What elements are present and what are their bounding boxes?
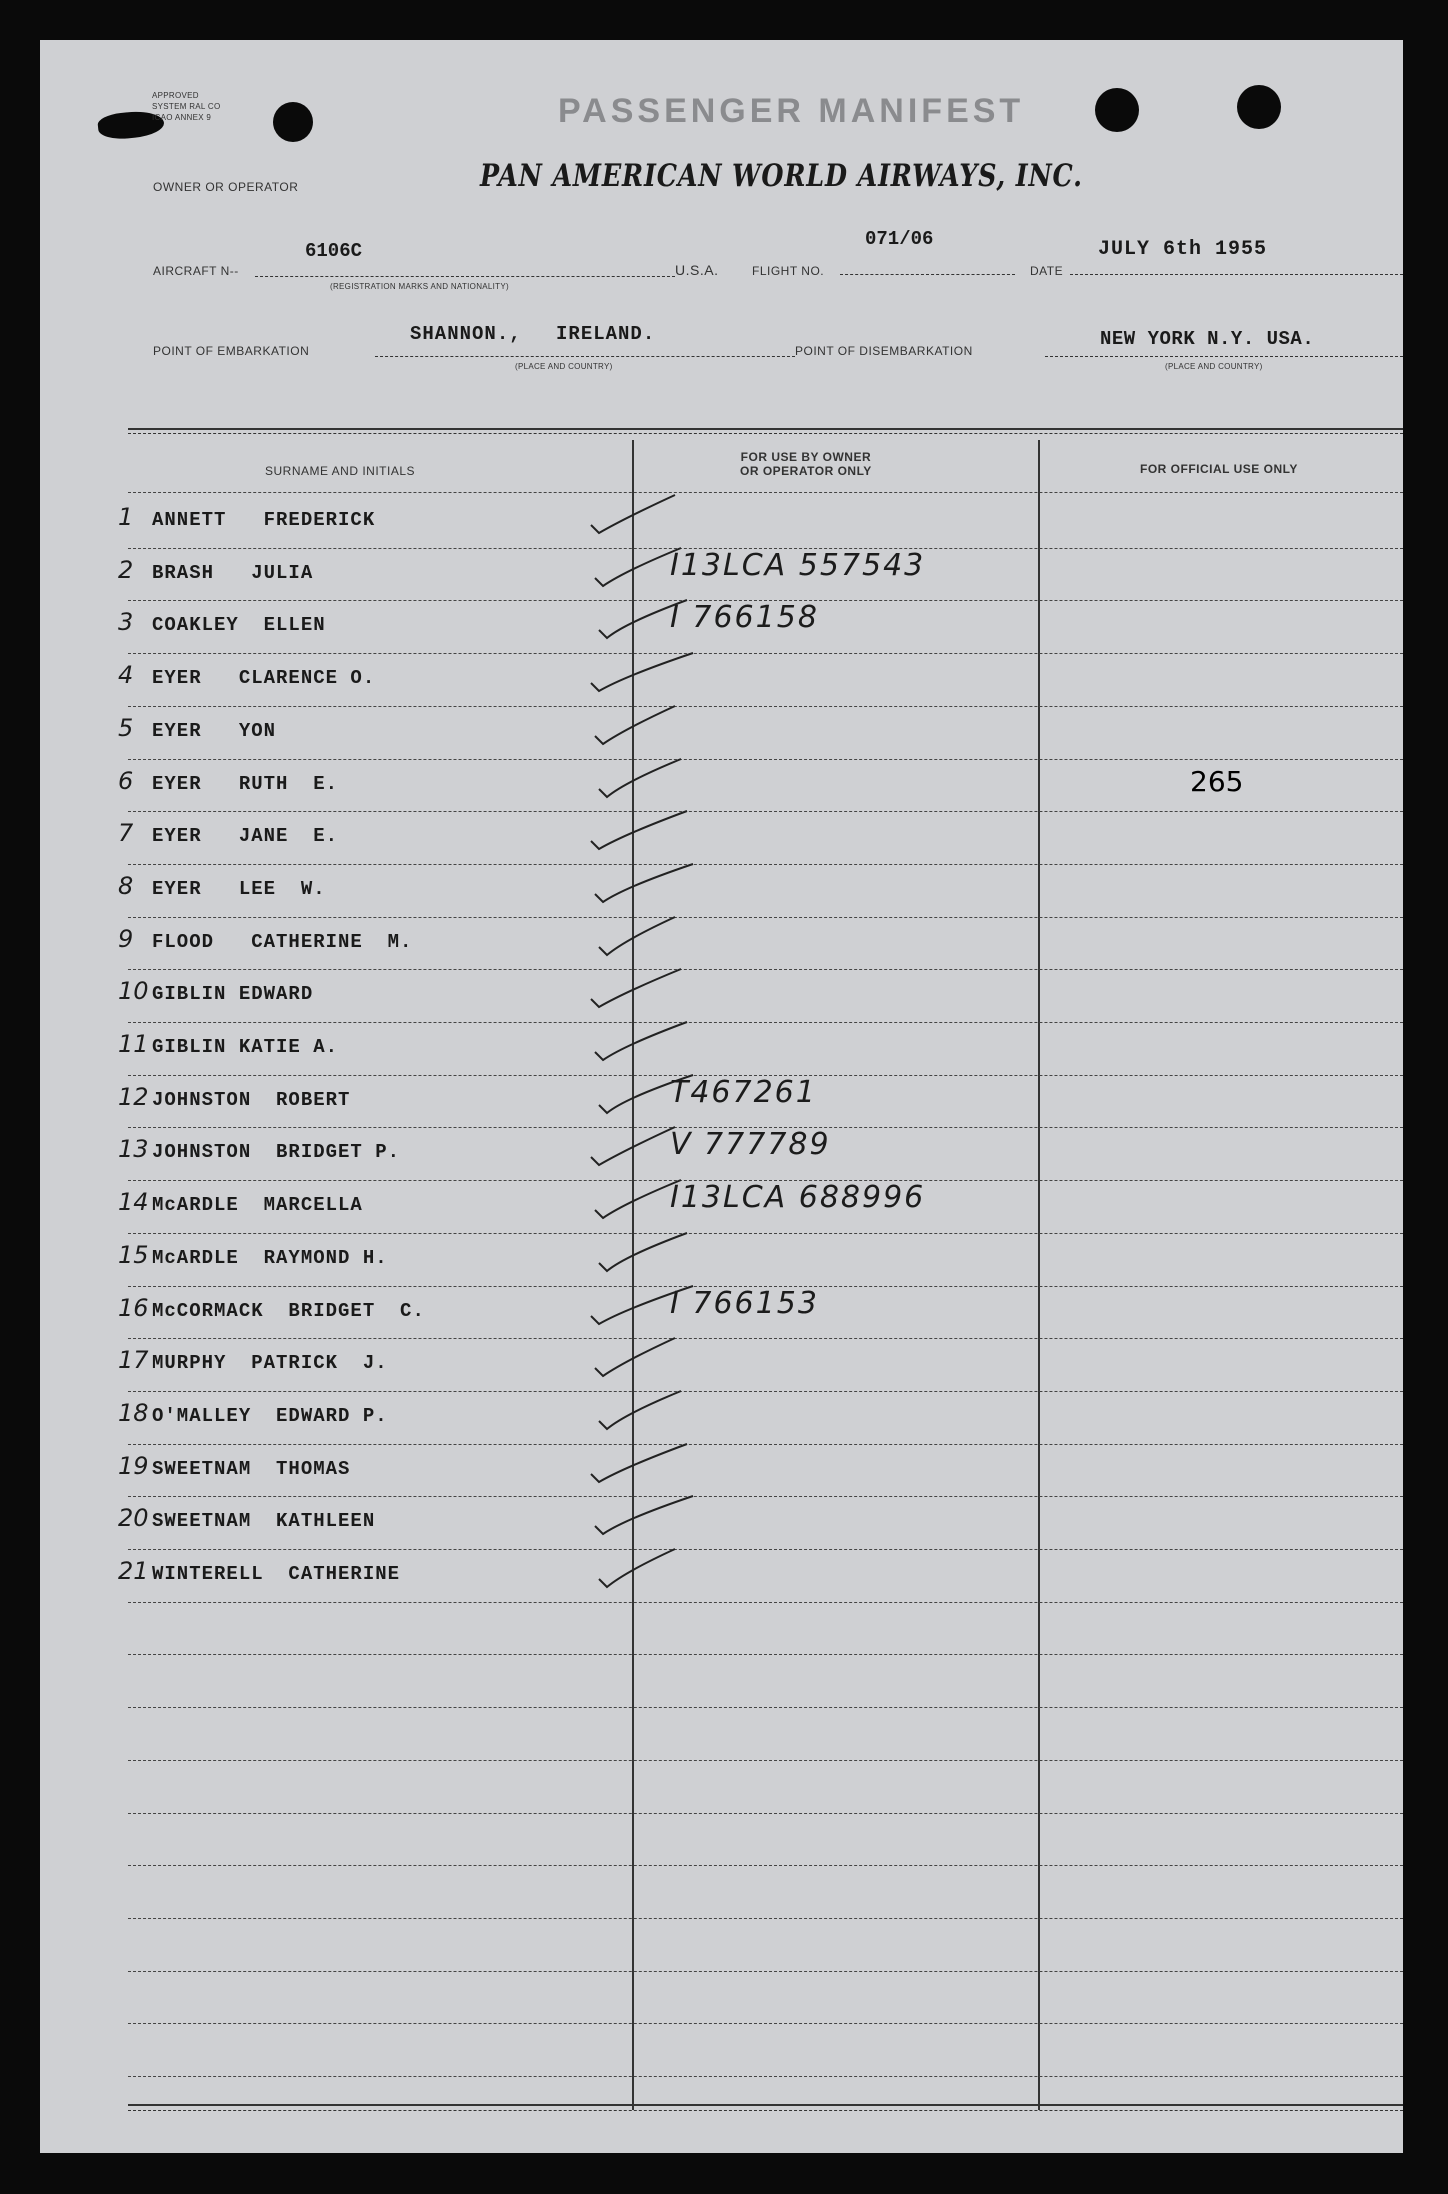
official-column-header: FOR OFFICIAL USE ONLY <box>1140 462 1298 476</box>
date-value: JULY 6th 1955 <box>1098 238 1268 261</box>
passport-number: I13LCA 688996 <box>670 1180 926 1216</box>
date-label: DATE <box>1030 264 1064 278</box>
flight-label: FLIGHT NO. <box>752 264 825 278</box>
page-title: PASSENGER MANIFEST <box>558 92 1025 130</box>
passenger-name: WINTERELL CATHERINE <box>152 1563 401 1585</box>
row-number: 19 <box>118 1451 149 1480</box>
passenger-name: JOHNSTON ROBERT <box>152 1088 351 1111</box>
passenger-name: SWEETNAM KATHLEEN <box>152 1510 376 1533</box>
passenger-name: GIBLIN EDWARD <box>152 983 314 1006</box>
row-number: 1 <box>118 503 134 531</box>
passenger-name: EYER CLARENCE O. <box>152 667 376 690</box>
passenger-name: JOHNSTON BRIDGET P. <box>152 1141 401 1164</box>
passport-number: I 766153 <box>670 1285 819 1321</box>
row-number: 13 <box>118 1135 149 1164</box>
passenger-name: McARDLE MARCELLA <box>152 1194 363 1217</box>
approval-stamp: APPROVED SYSTEM RAL CO ICAO ANNEX 9 <box>152 91 221 122</box>
ruled-line <box>128 1813 1403 1814</box>
row-number: 21 <box>118 1557 149 1585</box>
passenger-name: SWEETNAM THOMAS <box>152 1457 351 1480</box>
check-mark-icon <box>585 1527 725 1597</box>
passenger-name: FLOOD CATHERINE M. <box>152 930 413 953</box>
aircraft-value: 6106C <box>305 240 363 262</box>
ruled-line <box>128 1654 1403 1655</box>
date-underline <box>1070 274 1403 275</box>
row-number: 15 <box>118 1240 149 1269</box>
ruled-line <box>128 1971 1403 1972</box>
official-note: 265 <box>1190 764 1244 798</box>
row-number: 12 <box>118 1082 149 1111</box>
punch-hole <box>1237 85 1281 129</box>
passport-number: I13LCA 557543 <box>670 547 926 583</box>
country-label: U.S.A. <box>675 262 719 278</box>
passenger-name: McCORMACK BRIDGET C. <box>152 1299 425 1322</box>
row-number: 16 <box>118 1293 149 1322</box>
header-rule <box>128 428 1403 430</box>
row-number: 6 <box>118 766 134 795</box>
row-number: 18 <box>118 1398 149 1427</box>
table-row <box>40 1549 1403 1602</box>
row-number: 17 <box>118 1346 149 1375</box>
ruled-line <box>128 2023 1403 2024</box>
row-number: 5 <box>118 713 134 742</box>
manifest-sheet <box>40 40 1403 2153</box>
row-number: 10 <box>118 977 149 1006</box>
passenger-name: MURPHY PATRICK J. <box>152 1352 388 1375</box>
disembarkation-caption: (PLACE AND COUNTRY) <box>1165 362 1263 371</box>
row-number: 8 <box>118 871 134 900</box>
ruled-line <box>128 1918 1403 1919</box>
passenger-name: O'MALLEY EDWARD P. <box>152 1404 388 1427</box>
row-number: 14 <box>118 1188 149 1217</box>
flight-value: 071/06 <box>865 228 934 250</box>
ruled-line <box>128 1707 1403 1708</box>
footer-rule <box>128 2110 1403 2111</box>
disembarkation-label: POINT OF DISEMBARKATION <box>795 344 973 358</box>
embarkation-underline <box>375 356 795 357</box>
ruled-line <box>128 1760 1403 1761</box>
embarkation-caption: (PLACE AND COUNTRY) <box>515 362 613 371</box>
passport-number: I 766158 <box>670 600 819 636</box>
passenger-name: McARDLE RAYMOND H. <box>152 1246 388 1269</box>
row-number: 20 <box>118 1504 149 1533</box>
row-number: 2 <box>118 555 134 584</box>
passenger-name: EYER YON <box>152 719 277 742</box>
passenger-name: GIBLIN KATIE A. <box>152 1036 339 1058</box>
punch-hole <box>1095 88 1139 132</box>
row-number: 11 <box>118 1030 149 1058</box>
surname-column-header: SURNAME AND INITIALS <box>265 464 416 478</box>
passenger-name: COAKLEY ELLEN <box>152 614 326 637</box>
disembarkation-value: NEW YORK N.Y. USA. <box>1100 328 1315 350</box>
aircraft-caption: (REGISTRATION MARKS AND NATIONALITY) <box>330 282 509 291</box>
ruled-line <box>128 1865 1403 1866</box>
punch-hole <box>273 102 313 142</box>
passenger-name: EYER RUTH E. <box>152 772 339 795</box>
row-number: 3 <box>118 608 134 637</box>
footer-rule <box>128 2104 1403 2106</box>
passenger-name: ANNETT FREDERICK <box>152 509 376 531</box>
passenger-name: EYER JANE E. <box>152 825 339 848</box>
passenger-name: BRASH JULIA <box>152 561 314 584</box>
row-number: 4 <box>118 661 134 690</box>
row-number: 9 <box>118 924 134 953</box>
disembarkation-underline <box>1045 356 1403 357</box>
ruled-line <box>128 2076 1403 2077</box>
header-rule <box>128 433 1403 434</box>
row-number: 7 <box>118 819 134 848</box>
embarkation-value: SHANNON., IRELAND. <box>410 323 656 345</box>
owner-use-column-header: FOR USE BY OWNER OR OPERATOR ONLY <box>740 450 872 478</box>
aircraft-label: AIRCRAFT N-- <box>153 264 239 278</box>
owner-label: OWNER OR OPERATOR <box>153 180 299 194</box>
passenger-name: EYER LEE W. <box>152 877 326 900</box>
flight-underline <box>840 274 1015 275</box>
column-header-rule <box>128 492 1403 493</box>
aircraft-underline <box>255 276 675 277</box>
owner-value: PAN AMERICAN WORLD AIRWAYS, INC. <box>480 158 1083 194</box>
embarkation-label: POINT OF EMBARKATION <box>153 344 310 358</box>
passport-number: T467261 <box>670 1074 817 1110</box>
passport-number: V 777789 <box>670 1127 831 1163</box>
